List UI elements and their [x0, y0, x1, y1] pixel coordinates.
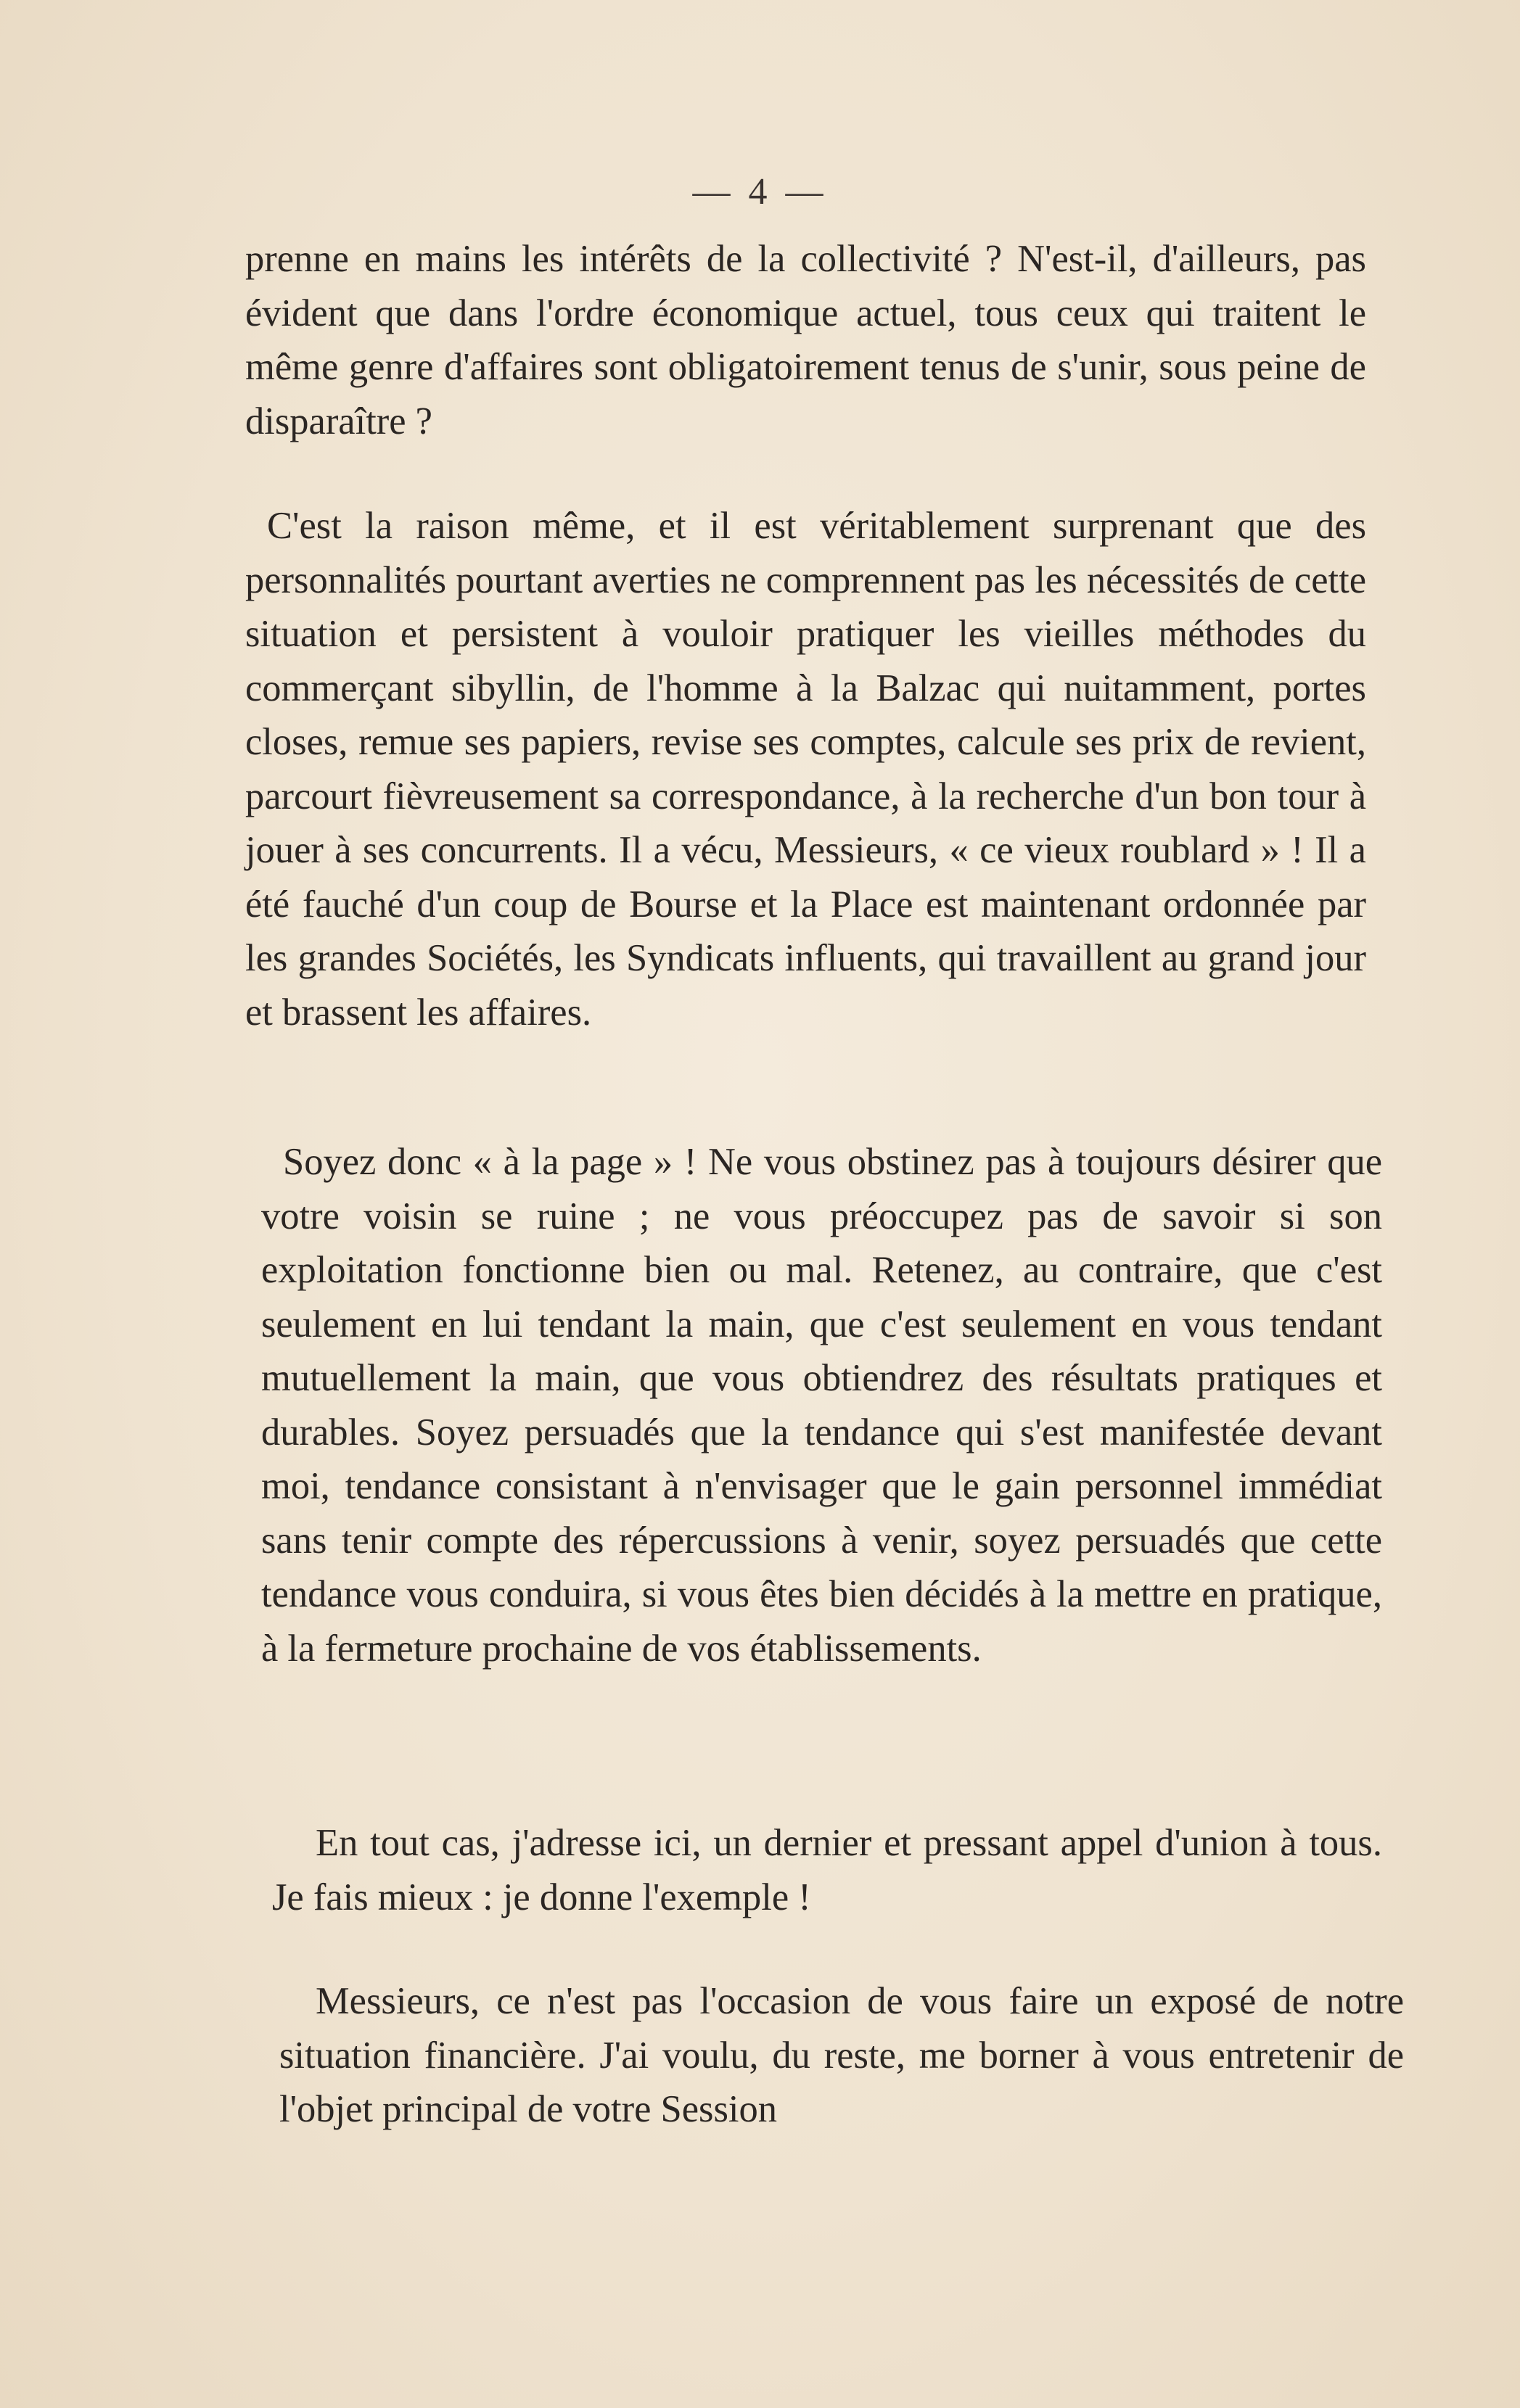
paragraph-2: C'est la raison même, et il est véritablement surprenant que des personnalités pourtant averties ne comprennent pas les nécessités de cette situation et persistent à vouloir pratiquer les vieilles méthodes du commerçant sibyllin, de l'homme à la Balzac qui nuitamment, portes closes, remue ses papiers, revise ses comptes, calcule ses prix de revient, parcourt fièvreusement sa correspondance, à la recherche d'un bon tour à jouer à ses concurrents. Il a vécu, Messieurs, « ce vieux roublard » ! Il a été fauché d'un coup de Bourse et la Place est maintenant ordonnée par les grandes Sociétés, les Syndicats influents, qui travaillent au grand jour et brassent les affaires. [245, 505, 1366, 1034]
page-number: — 4 — [692, 171, 828, 213]
paragraph-1: prenne en mains les intérêts de la collectivité ? N'est-il, d'ailleurs, pas évident que dans l'ordre économique actuel, tous ceux qui traitent le même genre d'affaires sont obligatoirement tenus de s'unir, sous peine de disparaître ? [245, 238, 1366, 442]
paragraph-3: Soyez donc « à la page » ! Ne vous obstinez pas à toujours désirer que votre voisin se ruine ; ne vous préoccupez pas de savoir si son exploitation fonctionne bien ou mal. Retenez, au contraire, que c'est seulement en lui tendant la main, que c'est seulement en vous tendant mutuellement la main, que vous obtiendrez des résultats pratiques et durables. Soyez persuadés que la tendance qui s'est manifestée devant moi, tendance consistant à n'envisager que le gain personnel immédiat sans tenir compte des répercussions à venir, soyez persuadés que cette tendance vous conduira, si vous êtes bien décidés à la mettre en pratique, à la fermeture prochaine de vos établissements. [261, 1141, 1382, 1670]
paragraph-4: En tout cas, j'adresse ici, un dernier et pressant appel d'union à tous. Je fais mieux : je donne l'exemple ! [272, 1822, 1382, 1918]
paragraph-5: Messieurs, ce n'est pas l'occasion de vous faire un exposé de notre situation financière. J'ai voulu, du reste, me borner à vous entretenir de l'objet principal de votre Session [279, 1980, 1404, 2130]
